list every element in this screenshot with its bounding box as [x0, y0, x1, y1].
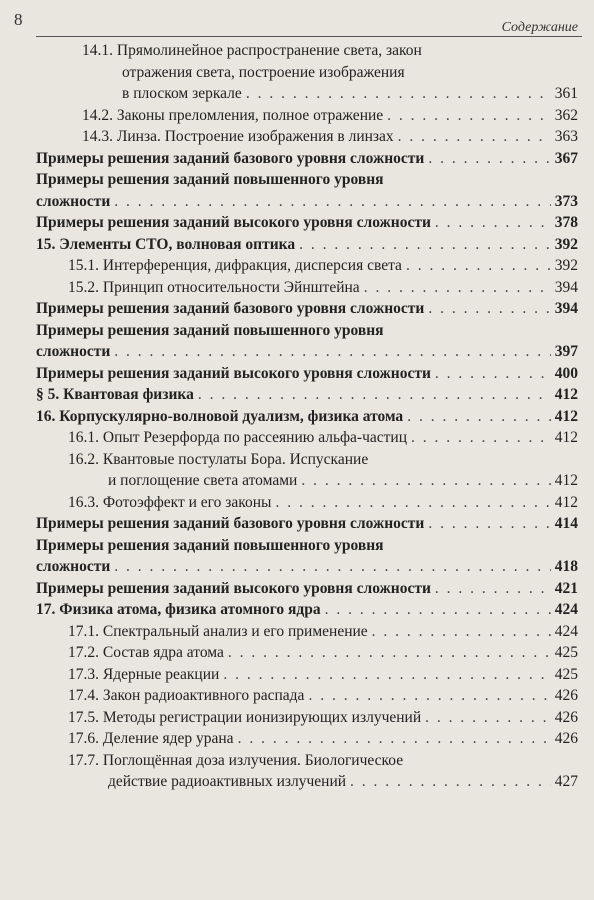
toc-page-number: 427 — [554, 773, 578, 790]
toc-entry — [0, 126, 594, 148]
toc-entry-title: 17.3. Ядерные реакции — [68, 665, 220, 683]
leader-dots — [114, 191, 550, 213]
toc-entry-title: сложности — [36, 192, 111, 210]
toc-entry-title: 15.1. Интерференция, дифракция, дисперсия света — [68, 257, 402, 274]
toc-page-number: 367 — [554, 149, 578, 167]
leader-dots — [407, 406, 551, 428]
toc-page-number: 392 — [554, 257, 578, 274]
leader-dots — [428, 513, 550, 535]
toc-entry-title: 16.3. Фотоэффект и его законы — [68, 493, 272, 511]
toc-entry — [0, 363, 594, 385]
toc-page-number: 378 — [554, 214, 578, 231]
toc-entry-title: 16. Корпускулярно-волновой дуализм, физика атома — [36, 407, 404, 425]
toc-entry — [0, 599, 594, 621]
leader-dots — [198, 384, 551, 406]
toc-entry-title: Примеры решения заданий базового уровня сложности — [36, 149, 425, 167]
leader-dots — [228, 642, 551, 664]
toc-entry — [0, 105, 594, 127]
toc-page-number: 363 — [554, 128, 578, 145]
toc-page-number: 412 — [554, 493, 578, 511]
toc-entry-title: Примеры решения заданий высокого уровня сложности — [36, 214, 431, 231]
toc-entry-title: 14.1. Прямолинейное распространение света, закон — [82, 42, 422, 59]
leader-dots — [238, 728, 551, 750]
toc-entry — [0, 449, 594, 492]
leader-dots — [387, 105, 551, 127]
toc-entry — [0, 707, 594, 729]
toc-page-number: 362 — [554, 106, 578, 124]
toc-page-number: 426 — [554, 687, 578, 704]
toc-page-number: 421 — [554, 579, 578, 597]
toc-entry-title: 17.6. Деление ядер урана — [68, 730, 234, 747]
leader-dots — [301, 470, 550, 492]
toc-entry — [0, 320, 594, 363]
leader-dots — [425, 707, 551, 729]
toc-entry — [0, 277, 594, 299]
leader-dots — [364, 277, 551, 299]
toc-entry — [0, 578, 594, 600]
toc-page-number: 424 — [554, 601, 578, 618]
toc-entry-title: 17.4. Закон радиоактивного распада — [68, 687, 305, 704]
running-head: Содержание — [501, 20, 578, 35]
leader-dots — [428, 148, 550, 170]
toc-entry-title: 17. Физика атома, физика атомного ядра — [36, 601, 321, 618]
toc-entry-title: 15.2. Принцип относительности Эйнштейна — [68, 278, 360, 296]
leader-dots — [435, 212, 551, 234]
header-rule — [36, 36, 582, 37]
toc-entry-title: Примеры решения заданий повышенного уровня — [36, 321, 384, 339]
toc-entry — [0, 40, 594, 105]
toc-entry-title: Примеры решения заданий повышенного уровня — [36, 536, 384, 554]
toc-entry — [0, 513, 594, 535]
toc-entry — [0, 664, 594, 686]
toc-entry-title: действие радиоактивных излучений — [108, 773, 347, 790]
toc-entry-title: 17.1. Спектральный анализ и его применение — [68, 622, 368, 640]
toc-entry — [0, 384, 594, 406]
leader-dots — [299, 234, 551, 256]
toc-page-number: 400 — [554, 364, 578, 382]
toc-entry — [0, 535, 594, 578]
leader-dots — [428, 298, 550, 320]
toc-entry — [0, 685, 594, 707]
toc-page-number: 425 — [554, 644, 578, 661]
leader-dots — [406, 255, 551, 277]
leader-dots — [223, 664, 550, 686]
leader-dots — [435, 578, 551, 600]
toc-entry-title: в плоском зеркале — [122, 85, 242, 102]
toc-entry-title: 17.2. Состав ядра атома — [68, 644, 224, 661]
toc-entry-title: 17.5. Методы регистрации ионизирующих излучений — [68, 708, 422, 726]
toc-entry — [0, 148, 594, 170]
toc-entry-title: отражения света, построение изображения — [122, 63, 405, 81]
toc-page-number: 412 — [554, 407, 578, 425]
table-of-contents — [0, 40, 594, 793]
toc-entry-title: Примеры решения заданий повышенного уровня — [36, 171, 384, 188]
leader-dots — [275, 492, 550, 514]
toc-entry-title: Примеры решения заданий базового уровня сложности — [36, 300, 425, 317]
toc-entry-title: § 5. Квантовая физика — [36, 386, 194, 403]
toc-page-number: 373 — [554, 192, 578, 210]
toc-entry-title: 16.1. Опыт Резерфорда по рассеянию альфа-частиц — [68, 429, 408, 446]
toc-page-number: 394 — [554, 278, 578, 296]
leader-dots — [372, 621, 551, 643]
leader-dots — [325, 599, 551, 621]
toc-entry — [0, 621, 594, 643]
leader-dots — [246, 83, 551, 105]
toc-page-number: 425 — [554, 665, 578, 683]
toc-page-number: 412 — [554, 386, 578, 403]
toc-entry-title: 16.2. Квантовые постулаты Бора. Испускание — [68, 450, 369, 468]
toc-entry-title: Примеры решения заданий базового уровня сложности — [36, 515, 425, 532]
leader-dots — [350, 771, 551, 793]
toc-page-number: 397 — [554, 343, 578, 360]
toc-entry — [0, 728, 594, 750]
page-header — [0, 6, 594, 36]
toc-entry — [0, 255, 594, 277]
toc-page-number: 414 — [554, 515, 578, 532]
toc-entry — [0, 406, 594, 428]
leader-dots — [411, 427, 551, 449]
toc-entry-title: сложности — [36, 558, 111, 575]
toc-entry — [0, 750, 594, 793]
toc-entry — [0, 234, 594, 256]
leader-dots — [398, 126, 551, 148]
toc-page-number: 412 — [554, 429, 578, 446]
leader-dots — [308, 685, 550, 707]
toc-entry — [0, 169, 594, 212]
toc-entry-title: Примеры решения заданий высокого уровня сложности — [36, 364, 431, 382]
toc-entry-title: 14.2. Законы преломления, полное отражение — [82, 106, 384, 124]
toc-page-number: 412 — [554, 472, 578, 489]
toc-page-number: 426 — [554, 730, 578, 747]
toc-page-number: 361 — [554, 85, 578, 102]
toc-entry-title: сложности — [36, 343, 111, 360]
toc-entry-title: Примеры решения заданий высокого уровня сложности — [36, 579, 431, 597]
toc-page-number: 394 — [554, 300, 578, 317]
toc-entry — [0, 642, 594, 664]
toc-page-number: 392 — [554, 235, 578, 253]
leader-dots — [435, 363, 551, 385]
leader-dots — [114, 341, 550, 363]
toc-page-number: 424 — [554, 622, 578, 640]
page-number: 8 — [14, 10, 23, 29]
toc-entry — [0, 427, 594, 449]
toc-entry — [0, 298, 594, 320]
toc-entry-title: 14.3. Линза. Построение изображения в линзах — [82, 128, 394, 145]
toc-page-number: 418 — [554, 558, 578, 575]
toc-entry-title: 17.7. Поглощённая доза излучения. Биологическое — [68, 751, 404, 769]
leader-dots — [114, 556, 550, 578]
toc-page-number: 426 — [554, 708, 578, 726]
toc-entry — [0, 492, 594, 514]
toc-entry-title: 15. Элементы СТО, волновая оптика — [36, 235, 296, 253]
toc-entry-title: и поглощение света атомами — [108, 472, 298, 489]
toc-entry — [0, 212, 594, 234]
